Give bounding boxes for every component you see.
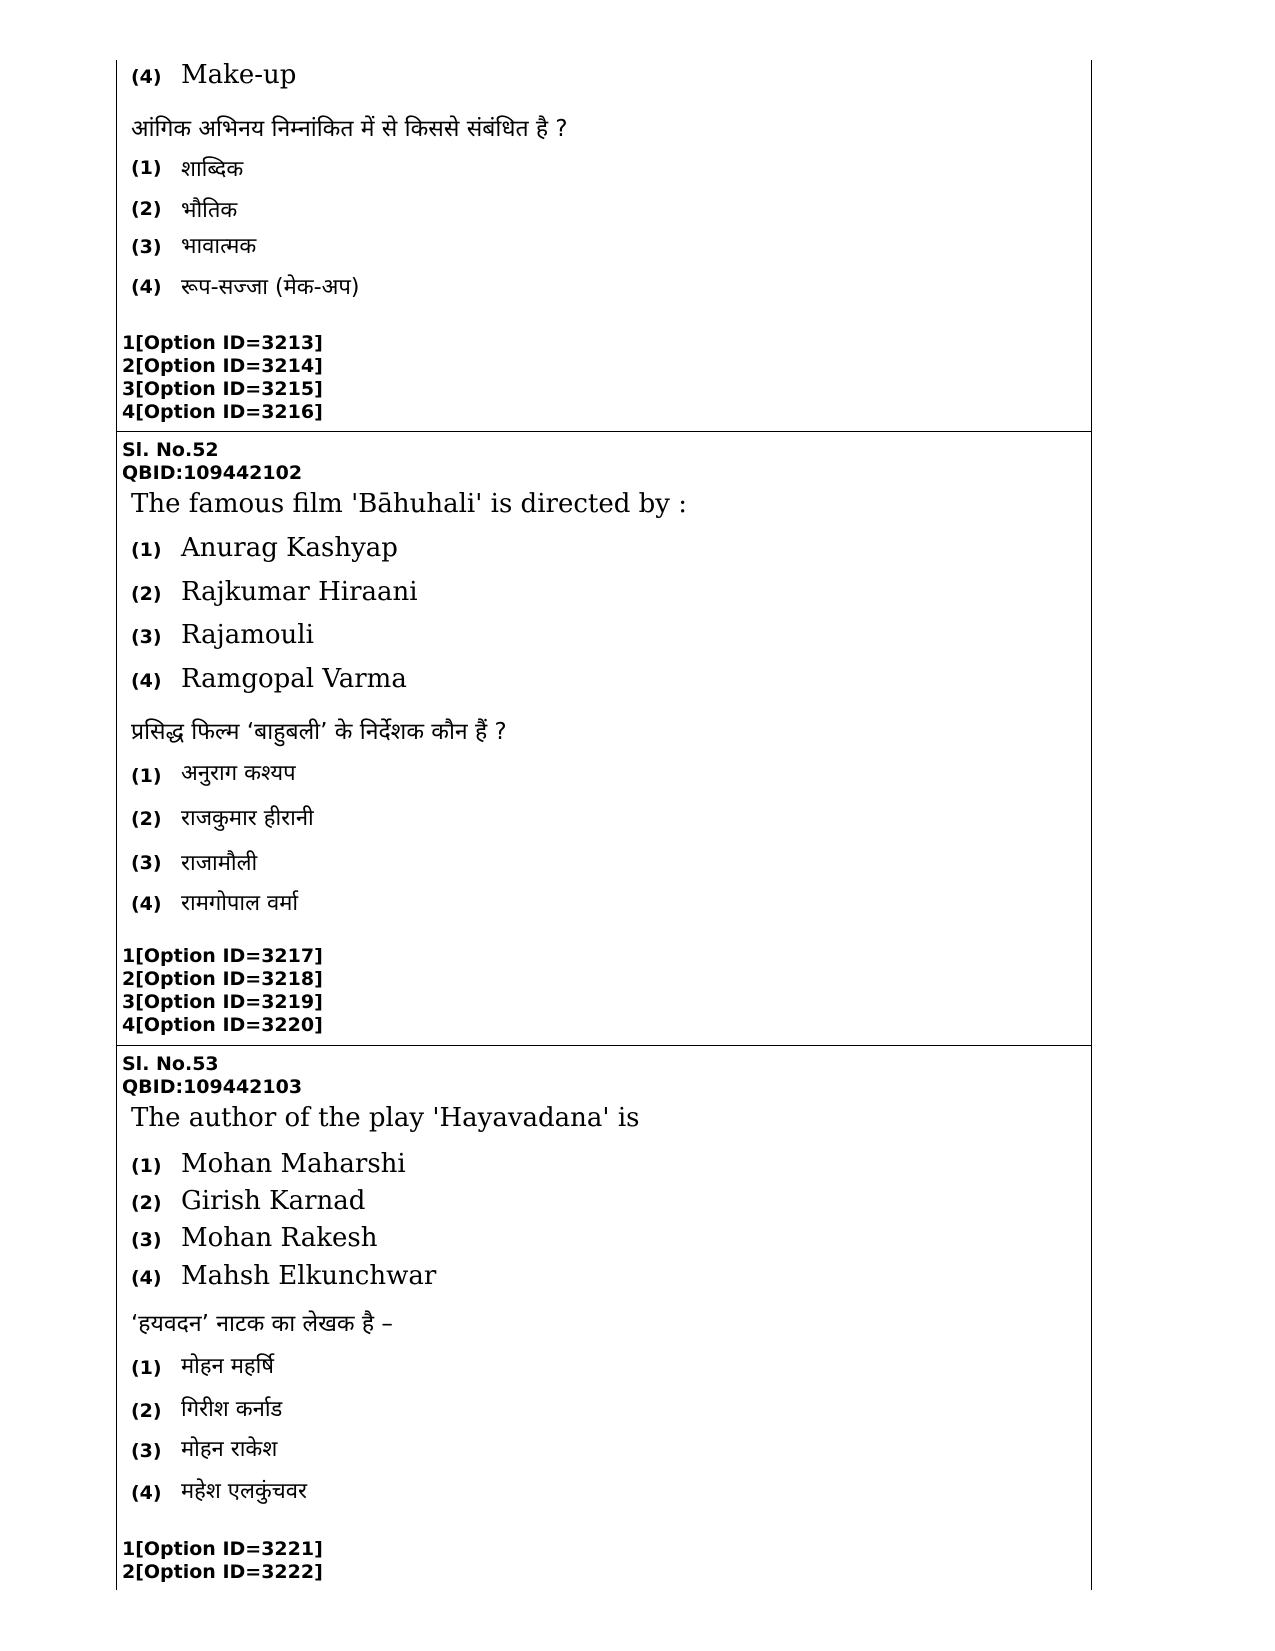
- option-number: (2): [131, 1192, 162, 1214]
- option-text: Mohan Maharshi: [181, 1149, 406, 1179]
- question-text-hindi: ‘हयवदन’ नाटक का लेखक है –: [131, 1311, 393, 1337]
- option-text: शाब्दिक: [181, 157, 244, 182]
- question-text-english: The author of the play 'Hayavadana' is: [131, 1103, 640, 1133]
- option-text: गिरीश कर्नाड: [181, 1397, 283, 1422]
- option-id: 3[Option ID=3215]: [122, 378, 323, 400]
- serial-number: Sl. No.53: [122, 1053, 219, 1075]
- option-number: (4): [131, 1482, 162, 1504]
- option-text: अनुराग कश्यप: [181, 761, 296, 786]
- row-divider: [116, 431, 1092, 432]
- option-text: राजामौली: [181, 851, 258, 876]
- option-number: (3): [131, 1229, 162, 1251]
- option-id: 4[Option ID=3220]: [122, 1014, 323, 1036]
- option-id: 2[Option ID=3214]: [122, 355, 323, 377]
- option-text: भौतिक: [181, 198, 238, 223]
- row-divider: [116, 1045, 1092, 1046]
- option-number: (4): [131, 670, 162, 692]
- option-number: (2): [131, 1400, 162, 1422]
- option-id: 4[Option ID=3216]: [122, 401, 323, 423]
- option-id: 3[Option ID=3219]: [122, 991, 323, 1013]
- option-text: Ramgopal Varma: [181, 664, 407, 694]
- option-number: (2): [131, 808, 162, 830]
- option-number: (4): [131, 66, 162, 88]
- option-number: (1): [131, 765, 162, 787]
- option-number: (2): [131, 198, 162, 220]
- option-number: (1): [131, 1357, 162, 1379]
- option-text: महेश एलकुंचवर: [181, 1479, 307, 1504]
- option-number: (1): [131, 1155, 162, 1177]
- option-number: (3): [131, 626, 162, 648]
- option-text: रूप-सज्जा (मेक-अप): [181, 275, 360, 300]
- option-text: Rajamouli: [181, 620, 314, 650]
- option-id: 2[Option ID=3222]: [122, 1561, 323, 1583]
- qbid: QBID:109442102: [122, 462, 303, 484]
- option-text: Anurag Kashyap: [181, 533, 398, 563]
- option-number: (3): [131, 852, 162, 874]
- option-text: रामगोपाल वर्मा: [181, 891, 299, 916]
- option-id: 1[Option ID=3213]: [122, 332, 323, 354]
- option-id: 1[Option ID=3217]: [122, 945, 323, 967]
- question-text-hindi: प्रसिद्ध फिल्म ‘बाहुबली’ के निर्देशक कौन हैं ?: [131, 719, 507, 745]
- option-number: (4): [131, 276, 162, 298]
- question-text-english: The famous film 'Bāhuhali' is directed by :: [131, 489, 687, 519]
- option-number: (1): [131, 157, 162, 179]
- serial-number: Sl. No.52: [122, 439, 219, 461]
- option-number: (3): [131, 1440, 162, 1462]
- option-number: (2): [131, 583, 162, 605]
- option-number: (4): [131, 893, 162, 915]
- option-text: राजकुमार हीरानी: [181, 806, 314, 831]
- option-text: Make-up: [181, 60, 297, 90]
- option-id: 2[Option ID=3218]: [122, 968, 323, 990]
- option-text: Mohan Rakesh: [181, 1223, 378, 1253]
- option-number: (1): [131, 539, 162, 561]
- qbid: QBID:109442103: [122, 1076, 303, 1098]
- question-text-hindi: आंगिक अभिनय निम्नांकित में से किससे संबंधित है ?: [131, 116, 568, 142]
- option-text: Rajkumar Hiraani: [181, 577, 418, 607]
- option-text: Girish Karnad: [181, 1186, 366, 1216]
- option-text: मोहन महर्षि: [181, 1354, 274, 1379]
- option-text: मोहन राकेश: [181, 1437, 278, 1462]
- option-text: भावात्मक: [181, 234, 257, 259]
- option-number: (3): [131, 236, 162, 258]
- option-id: 1[Option ID=3221]: [122, 1538, 323, 1560]
- option-number: (4): [131, 1267, 162, 1289]
- option-text: Mahsh Elkunchwar: [181, 1261, 437, 1291]
